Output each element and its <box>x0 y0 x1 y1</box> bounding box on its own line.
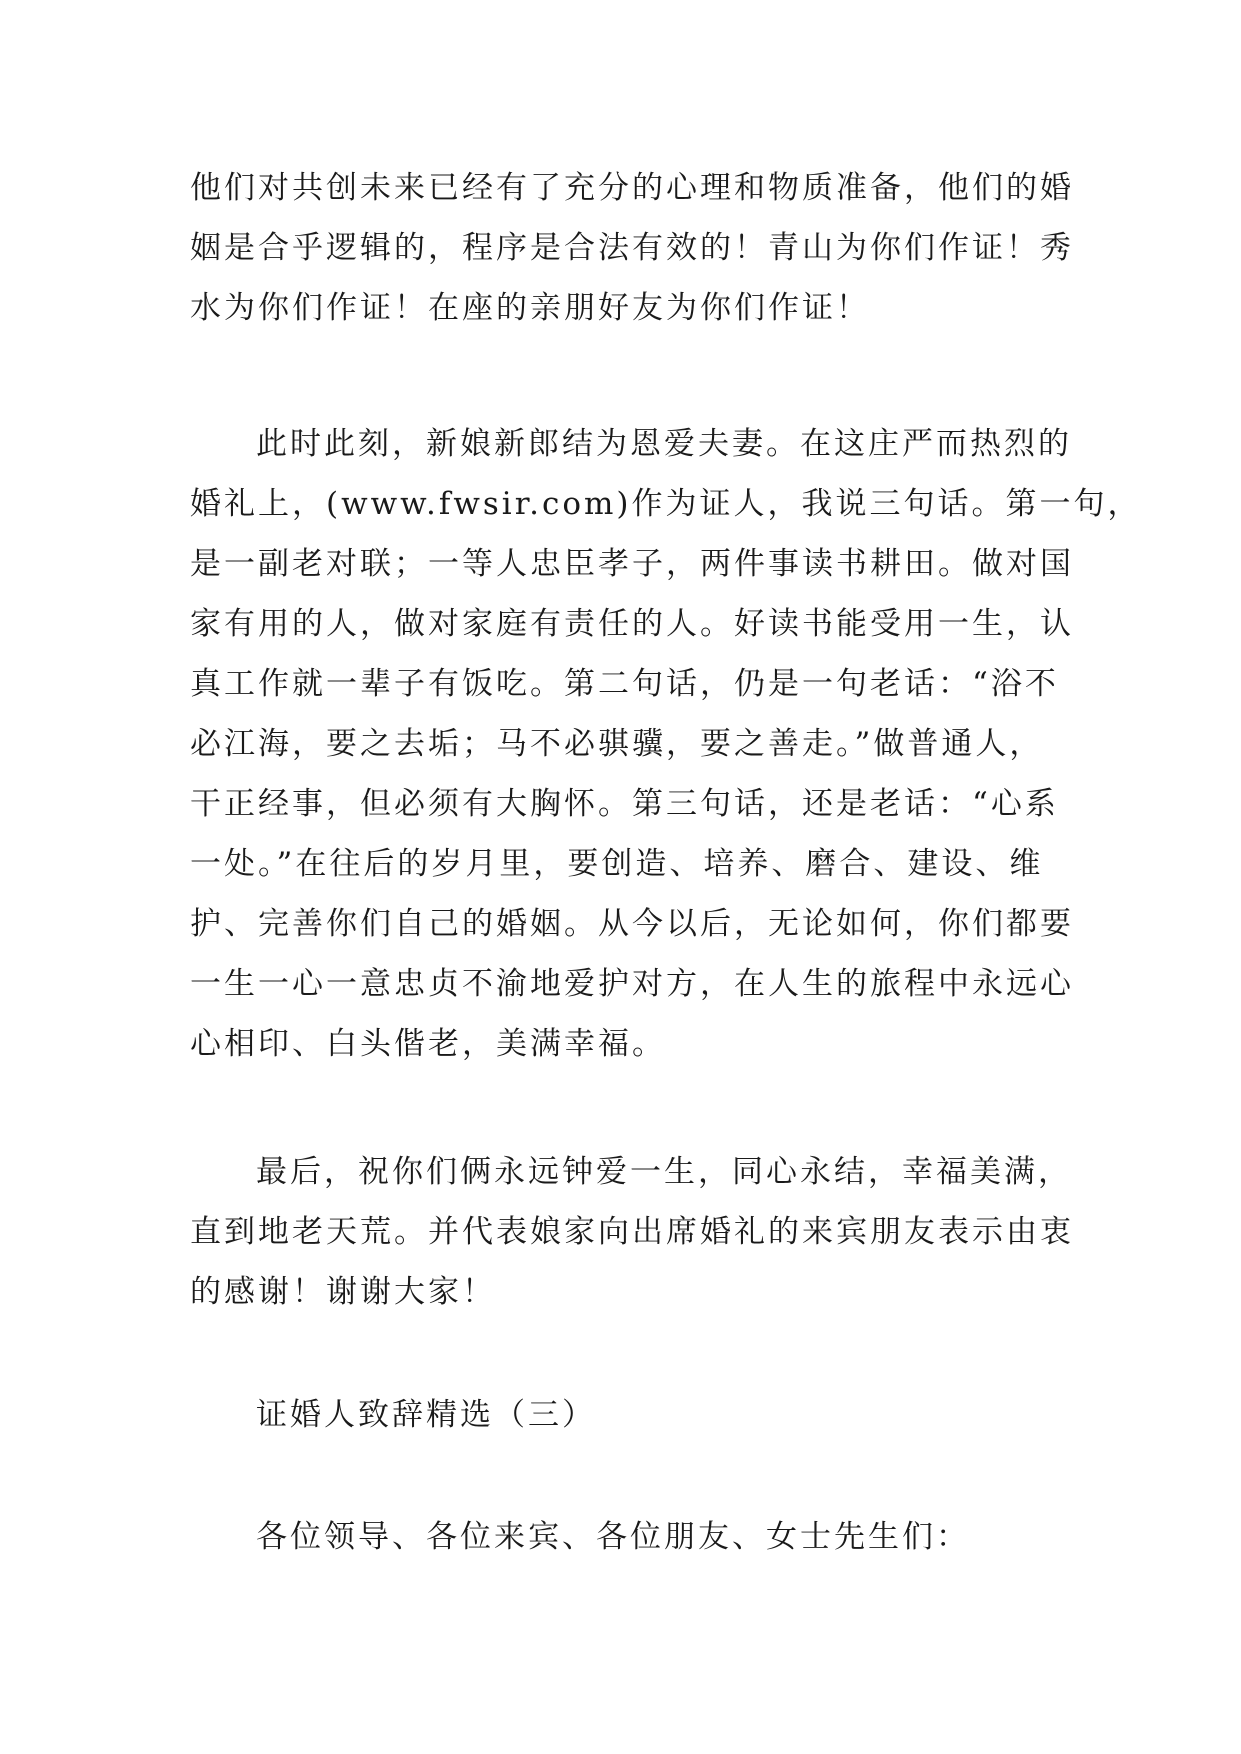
paragraph-final-blessing <box>190 1142 1074 1322</box>
text-line: 此时此刻，新娘新郎结为恩爱夫妻。在这庄严而热烈的 <box>256 426 1072 462</box>
text-line: 真工作就一辈子有饭吃。第二句话，仍是一句老话：“浴不 <box>190 666 1059 702</box>
section-heading <box>190 1385 1060 1445</box>
text-line: 心相印、白头偕老，美满幸福。 <box>190 1026 666 1062</box>
text-line: 姻是合乎逻辑的，程序是合法有效的！青山为你们作证！秀 <box>190 230 1074 266</box>
greeting-paragraph <box>190 1507 1060 1567</box>
text-line: 最后，祝你们俩永远钟爱一生，同心永结，幸福美满， <box>256 1154 1072 1190</box>
text-line: 必江海，要之去垢；马不必骐骥，要之善走。”做普通人， <box>190 726 1044 762</box>
document-body <box>190 158 1142 1567</box>
text-line: 干正经事，但必须有大胸怀。第三句话，还是老话：“心系 <box>190 786 1059 822</box>
text-line: 的感谢！谢谢大家！ <box>190 1274 496 1310</box>
paragraph-three-sayings <box>190 414 1142 1074</box>
section-heading-text: 证婚人致辞精选（三） <box>256 1397 596 1433</box>
text-line: 家有用的人，做对家庭有责任的人。好读书能受用一生，认 <box>190 606 1074 642</box>
text-line: 婚礼上，(www.fwsir.com)作为证人，我说三句话。第一句， <box>190 486 1142 522</box>
text-line: 护、完善你们自己的婚姻。从今以后，无论如何，你们都要 <box>190 906 1074 942</box>
text-line: 是一副老对联；一等人忠臣孝子，两件事读书耕田。做对国 <box>190 546 1074 582</box>
text-line: 一生一心一意忠贞不渝地爱护对方，在人生的旅程中永远心 <box>190 966 1074 1002</box>
text-line: 直到地老天荒。并代表娘家向出席婚礼的来宾朋友表示由衷 <box>190 1214 1074 1250</box>
paragraph-closing-of-previous-speech <box>190 158 1074 338</box>
greeting-text: 各位领导、各位来宾、各位朋友、女士先生们： <box>256 1519 970 1555</box>
text-line: 一处。”在往后的岁月里，要创造、培养、磨合、建设、维 <box>190 846 1044 882</box>
text-line: 他们对共创未来已经有了充分的心理和物质准备，他们的婚 <box>190 170 1074 206</box>
text-line: 水为你们作证！在座的亲朋好友为你们作证！ <box>190 290 870 326</box>
